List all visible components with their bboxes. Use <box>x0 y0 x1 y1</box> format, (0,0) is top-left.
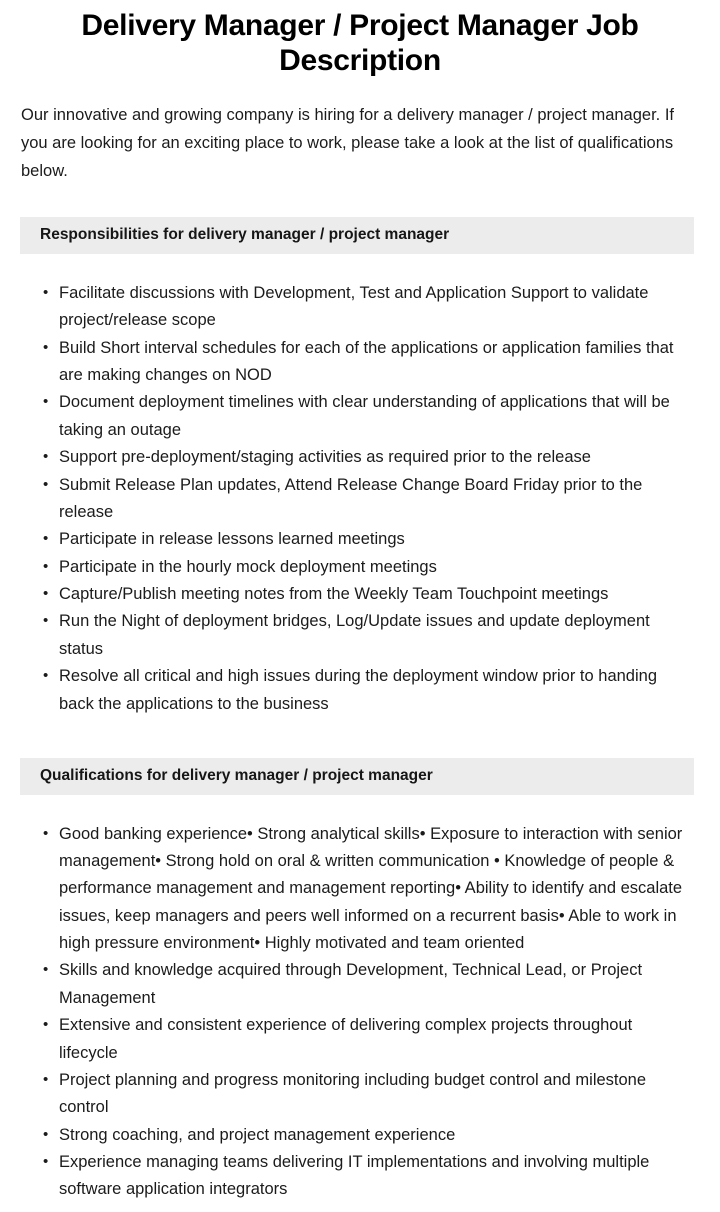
page-title: Delivery Manager / Project Manager Job Description <box>81 9 639 78</box>
list-item: • Skills and knowledge acquired through Development, Technical Lead, or Project Management <box>0 957 720 1012</box>
intro-paragraph: Our innovative and growing company is hiring for a delivery manager / project manager. If you are looking for an exciting place to work, please take a look at the list of qualifications below. <box>21 106 674 180</box>
list-item: • Resolve all critical and high issues during the deployment window prior to handing back the applications to the business <box>0 663 720 718</box>
list-item: • Document deployment timelines with clear understanding of applications that will be taking an outage <box>0 389 720 444</box>
section-heading-responsibilities: Responsibilities for delivery manager / project manager <box>20 217 694 254</box>
list-item: • Participate in the hourly mock deployment meetings <box>0 554 720 581</box>
list-item: • Participate in release lessons learned meetings <box>0 526 720 553</box>
list-item: • Experience managing teams delivering IT implementations and involving multiple software application integrators <box>0 1149 720 1204</box>
list-item: • Capture/Publish meeting notes from the Weekly Team Touchpoint meetings <box>0 581 720 608</box>
spacer <box>0 795 720 821</box>
section-qualifications <box>0 758 720 1212</box>
list-item: • Facilitate discussions with Development, Test and Application Support to validate project/release scope <box>0 280 720 335</box>
list-item: • Strong coaching, and project management experience <box>0 1122 720 1149</box>
spacer <box>0 254 720 280</box>
list-item: • Good banking experience• Strong analytical skills• Exposure to interaction with senior management• Strong hold on oral & written communication • Knowledge of people & performance management and management reporting• Ability to identify and escalate issues, keep managers and peers well informed on a recurrent basis• Able to work in high pressure environment• Highly motivated and team oriented <box>0 821 720 958</box>
list-item: • Support pre-deployment/staging activities as required prior to the release <box>0 444 720 471</box>
list-item: • Submit Release Plan updates, Attend Release Change Board Friday prior to the release <box>0 472 720 527</box>
list-item: • Extensive and consistent experience of delivering complex projects throughout lifecycle <box>0 1012 720 1067</box>
section-responsibilities <box>0 217 720 726</box>
list-item: • Project planning and progress monitoring including budget control and milestone control <box>0 1067 720 1122</box>
list-item: • Build Short interval schedules for each of the applications or application families that are making changes on NOD <box>0 335 720 390</box>
spacer <box>0 1204 720 1212</box>
responsibilities-list <box>0 280 720 718</box>
section-heading-qualifications: Qualifications for delivery manager / project manager <box>20 758 694 795</box>
qualifications-list <box>0 821 720 1204</box>
spacer <box>0 718 720 726</box>
list-item: • Run the Night of deployment bridges, Log/Update issues and update deployment status <box>0 608 720 663</box>
